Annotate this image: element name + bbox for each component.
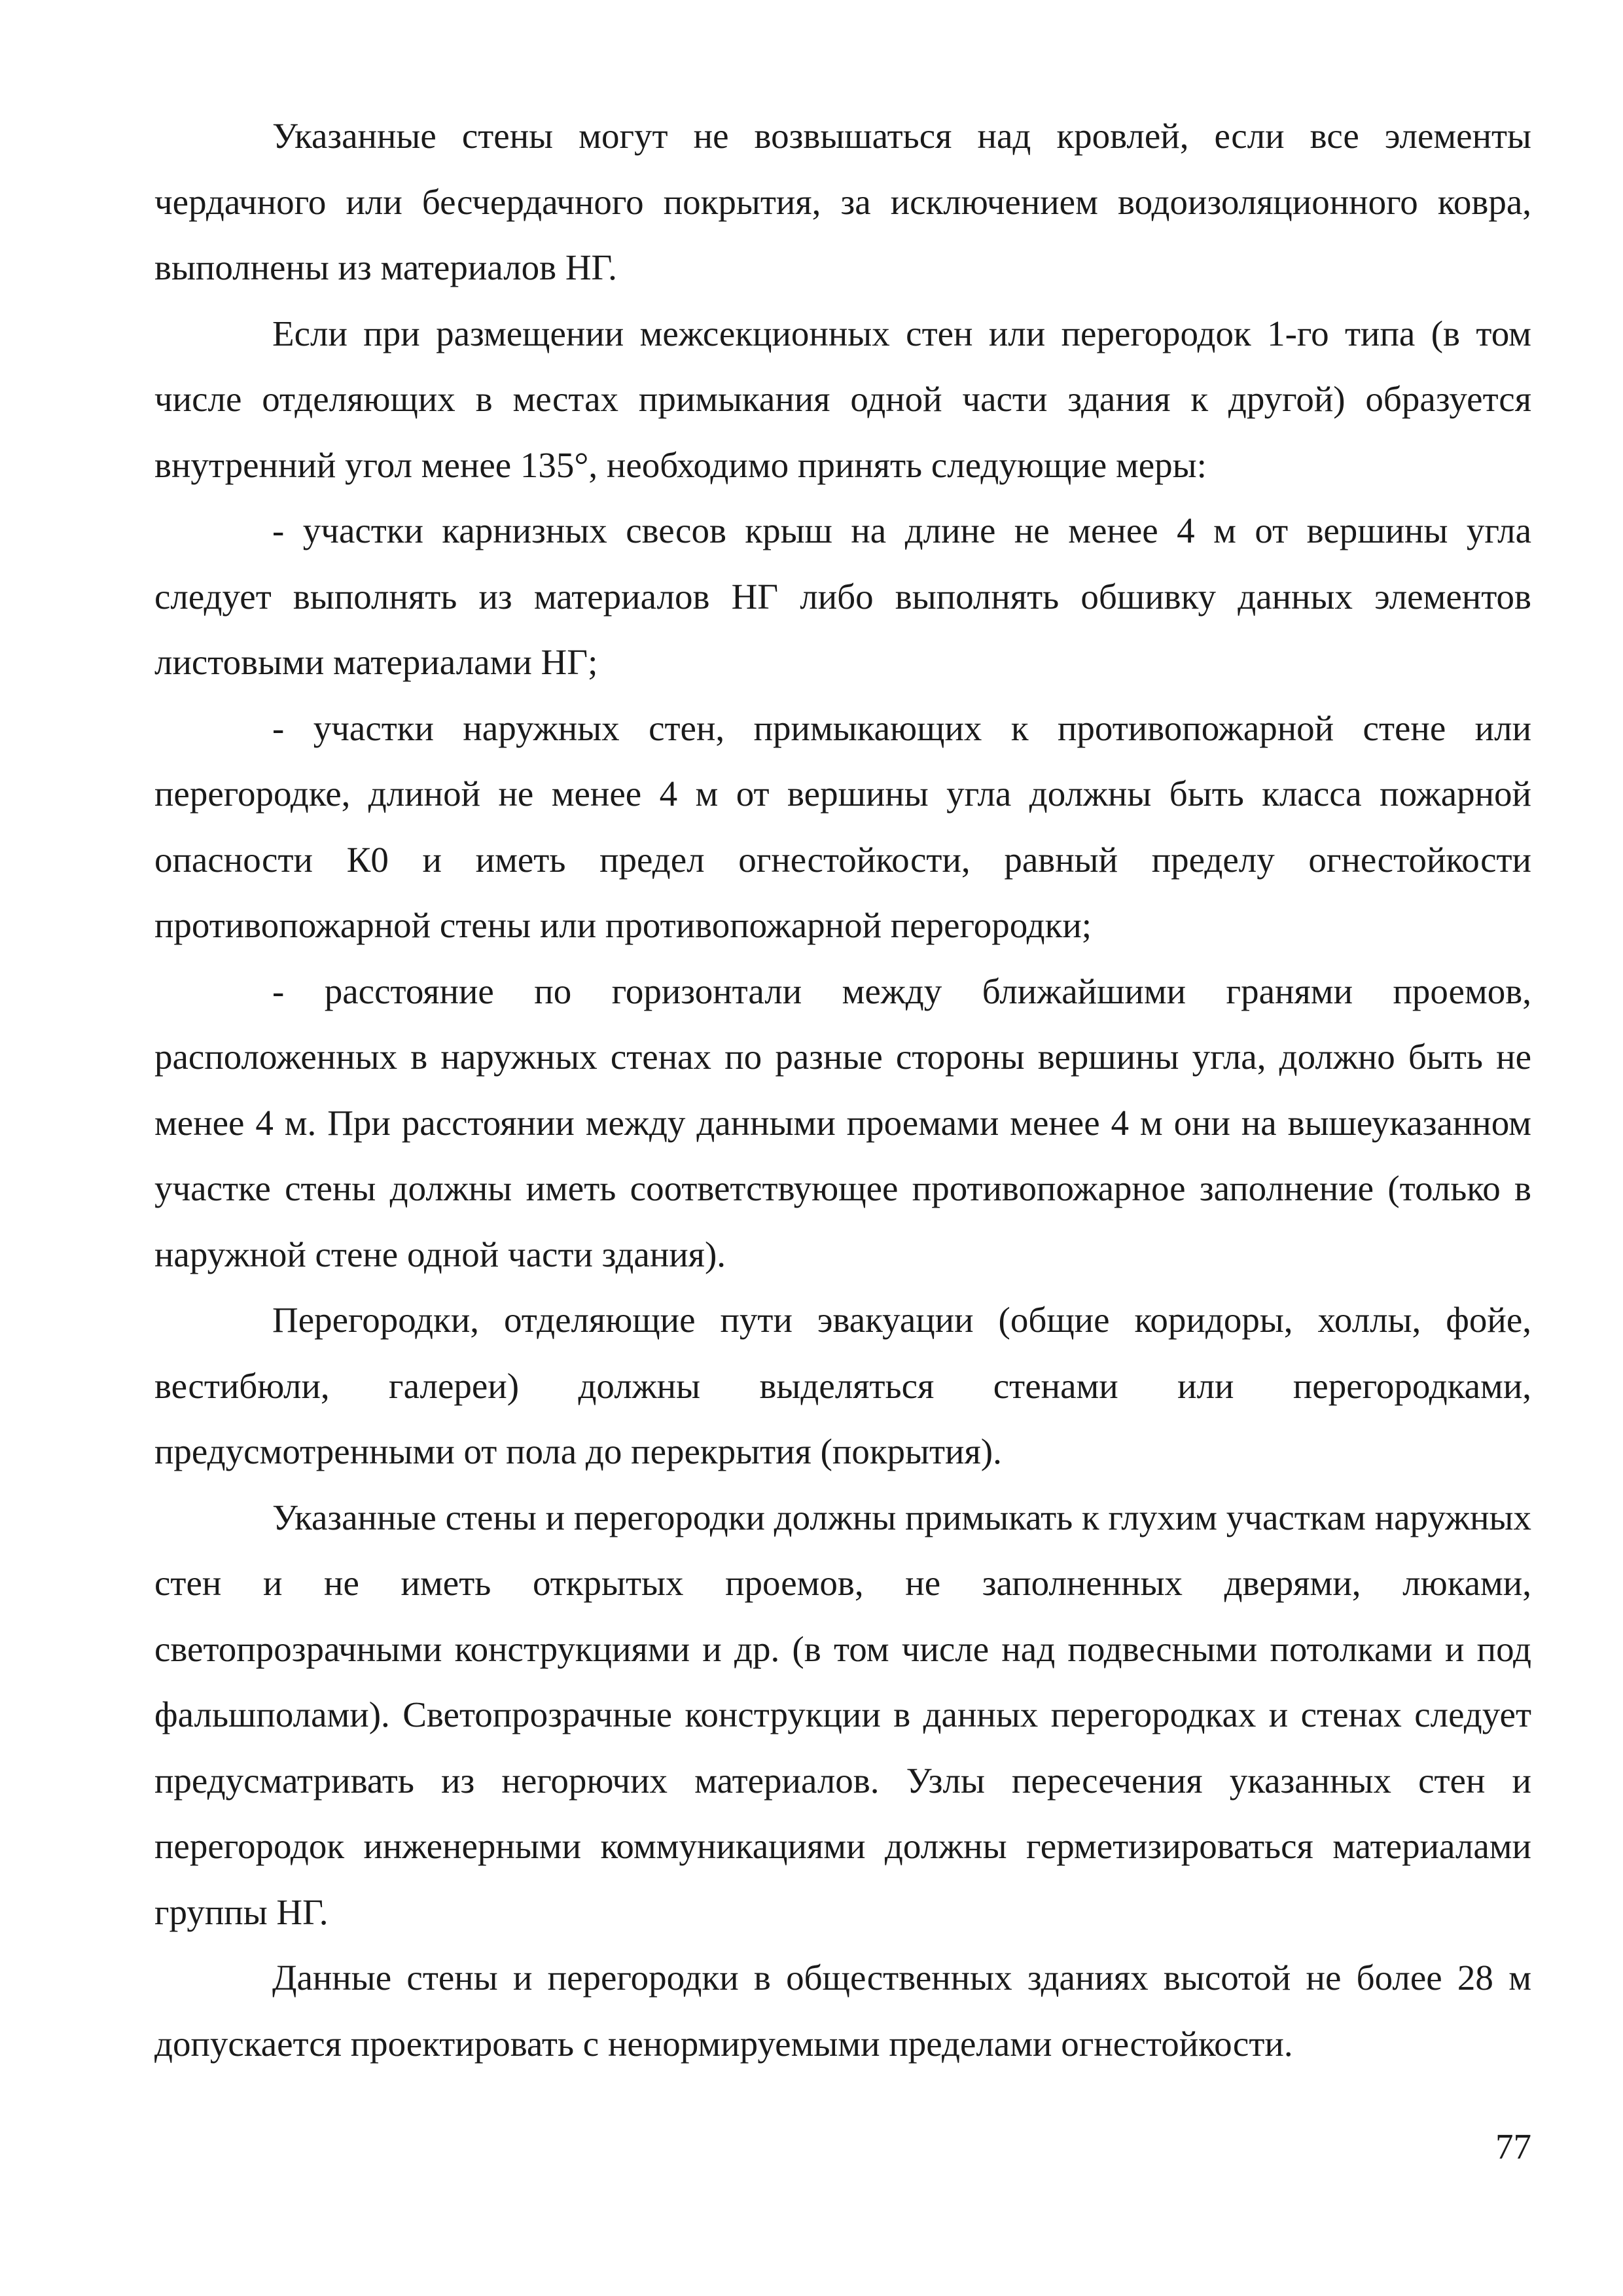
paragraph-outer-walls-measure: - участки наружных стен, примыкающих к противопожарной стене или перегородке, длиной не менее 4 м от вершины угла должны быть класса пожарной опасности К0 и иметь предел огнестойкости, равный пределу огнестойкости противопожарной стены или противопожарной перегородки; [154,708,1531,945]
paragraph-roof-walls: Указанные стены могут не возвышаться над кровлей, если все элементы чердачного или бесчердачного покрытия, за исключением водоизоляционного ковра, выполнены из материалов НГ. [154,116,1531,287]
document-body [154,103,1531,2077]
page-number: 77 [1495,2126,1531,2166]
paragraph-evacuation-partitions: Перегородки, отделяющие пути эвакуации (общие коридоры, холлы, фойе, вестибюли, галереи) должны выделяться стенами или перегородками, предусмотренными от пола до перекрытия (покрытия). [154,1300,1531,1471]
paragraph-eaves-measure: - участки карнизных свесов крыш на длине не менее 4 м от вершины угла следует выполнять из материалов НГ либо выполнять обшивку данных элементов листовыми материалами НГ; [154,511,1531,682]
paragraph-openings-distance: - расстояние по горизонтали между ближайшими гранями проемов, расположенных в наружных стенах по разные стороны вершины угла, должно быть не менее 4 м. При расстоянии между данными проемами менее 4 м они на вышеуказанном участке стены должны иметь соответствующее противопожарное заполнение (только в наружной стене одной части здания). [154,971,1531,1274]
paragraph-inner-angle: Если при размещении межсекционных стен или перегородок 1-го типа (в том числе отделяющих в местах примыкания одной части здания к другой) образуется внутренний угол менее 135°, необходимо принять следующие меры: [154,313,1531,485]
paragraph-public-buildings: Данные стены и перегородки в общественных зданиях высотой не более 28 м допускается проектировать с ненормируемыми пределами огнестойкости. [154,1958,1531,2064]
paragraph-walls-adjoin: Указанные стены и перегородки должны примыкать к глухим участкам наружных стен и не иметь открытых проемов, не заполненных дверями, люками, светопрозрачными конструкциями и др. (в том числе над подвесными потолками и под фальшполами). Светопрозрачные конструкции в данных перегородках и стенах следует предусматривать из негорючих материалов. Узлы пересечения указанных стен и перегородок инженерными коммуникациями должны герметизироваться материалами группы НГ. [154,1497,1531,1932]
